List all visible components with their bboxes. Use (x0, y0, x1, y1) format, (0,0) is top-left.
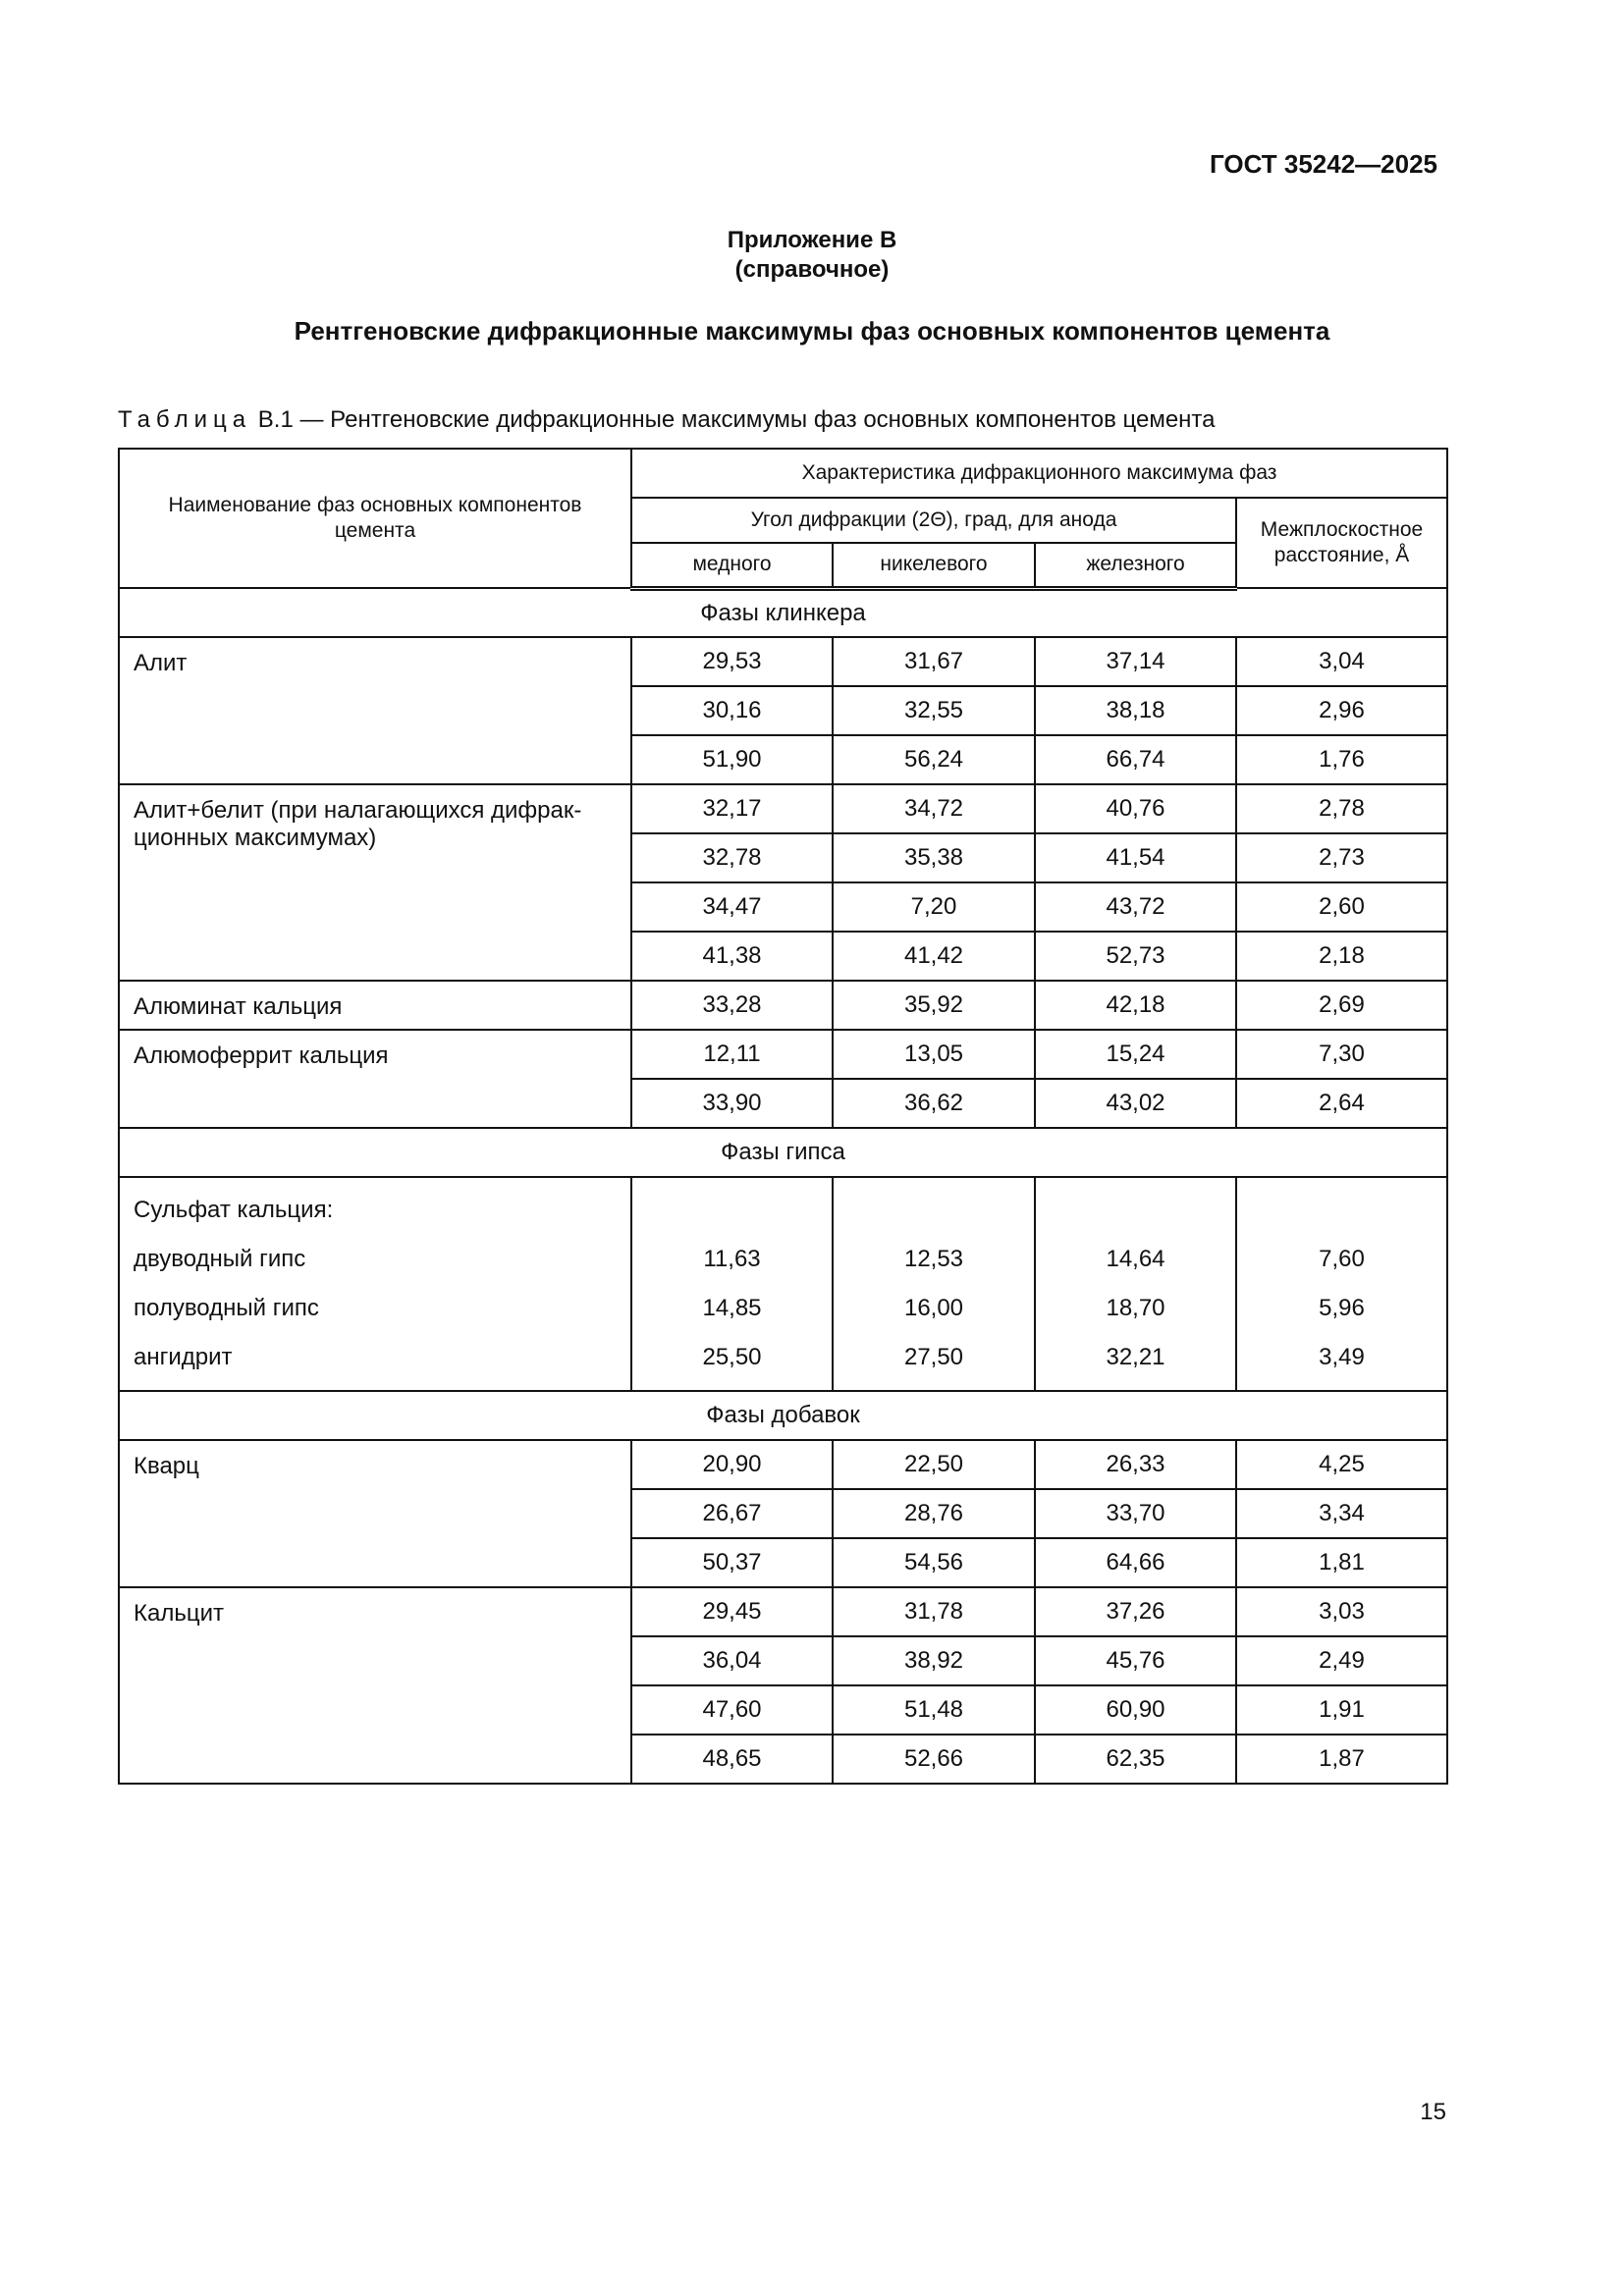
value-cell: 26,67 (631, 1489, 833, 1538)
phase-name: Алюмоферрит кальция (119, 1030, 631, 1128)
value-cell: 3,04 (1236, 637, 1447, 686)
value-cell: 30,16 (631, 686, 833, 735)
value-cell: 33,90 (631, 1079, 833, 1128)
value-cell: 2,69 (1236, 981, 1447, 1030)
value-cell: 12,11 (631, 1030, 833, 1079)
table-row (119, 1440, 1447, 1489)
table-caption-label: Таблица (118, 406, 252, 433)
value-cell: 2,64 (1236, 1079, 1447, 1128)
value-cell: 64,66 (1035, 1538, 1236, 1587)
value-cell: 45,76 (1035, 1636, 1236, 1685)
page-number: 15 (1420, 2099, 1446, 2125)
value-cell: 37,26 (1035, 1587, 1236, 1636)
value-cell: 18,70 (1106, 1295, 1165, 1321)
diffraction-table (118, 448, 1448, 1785)
value-cell: 16,00 (903, 1295, 964, 1321)
table-row (119, 784, 1447, 833)
spacer (1050, 1186, 1221, 1235)
value-cell: 3,03 (1236, 1587, 1447, 1636)
spacer (1251, 1186, 1433, 1235)
gypsum-names (119, 1177, 631, 1391)
value-cell: 41,54 (1035, 833, 1236, 882)
value-cell: 48,65 (631, 1735, 833, 1784)
table-row (119, 637, 1447, 686)
value-cell: 29,45 (631, 1587, 833, 1636)
spacer (646, 1186, 818, 1235)
value-cell: 2,49 (1236, 1636, 1447, 1685)
phase-name: Алит (119, 637, 631, 784)
value-cell: 27,50 (903, 1344, 964, 1370)
value-cell: 5,96 (1319, 1295, 1365, 1321)
value-cell: 33,70 (1035, 1489, 1236, 1538)
value-cell: 66,74 (1035, 735, 1236, 784)
value-cell: 1,91 (1236, 1685, 1447, 1735)
value-cell: 14,85 (702, 1295, 762, 1321)
value-cell: 51,48 (833, 1685, 1035, 1735)
value-cell: 20,90 (631, 1440, 833, 1489)
table-row (119, 1030, 1447, 1079)
value-cell: 11,63 (703, 1246, 761, 1272)
section-title: Фазы клинкера (119, 588, 1447, 637)
phase-name: Алит+белит (при налагающихся дифрак-ционных максимумах) (119, 784, 631, 981)
value-cell: 35,38 (833, 833, 1035, 882)
page-heading: Рентгеновские дифракционные максимумы фаз основных компонентов цемента (294, 316, 1330, 346)
value-cell: 60,90 (1035, 1685, 1236, 1735)
section-row (119, 1391, 1447, 1440)
value-cell: 32,21 (1106, 1344, 1165, 1370)
section-title: Фазы гипса (119, 1128, 1447, 1177)
value-cell: 3,49 (1319, 1344, 1365, 1370)
value-cell: 42,18 (1035, 981, 1236, 1030)
value-cell: 38,92 (833, 1636, 1035, 1685)
value-cell: 50,37 (631, 1538, 833, 1587)
gypsum-values (833, 1177, 1035, 1391)
value-cell: 1,87 (1236, 1735, 1447, 1784)
gypsum-item-name: ангидрит (134, 1344, 233, 1370)
value-cell: 2,96 (1236, 686, 1447, 735)
value-cell: 37,14 (1035, 637, 1236, 686)
value-cell: 34,47 (631, 882, 833, 932)
table-row (119, 1587, 1447, 1636)
value-cell: 22,50 (833, 1440, 1035, 1489)
phase-name: Алюминат кальция (119, 981, 631, 1030)
section-row (119, 588, 1447, 637)
value-cell: 2,78 (1236, 784, 1447, 833)
value-cell: 41,42 (833, 932, 1035, 981)
value-cell: 1,81 (1236, 1538, 1447, 1587)
value-cell: 15,24 (1035, 1030, 1236, 1079)
value-cell: 2,60 (1236, 882, 1447, 932)
header-nickel: никелевого (833, 543, 1035, 588)
phase-name: Кальцит (119, 1587, 631, 1784)
value-cell: 32,55 (833, 686, 1035, 735)
gypsum-row (119, 1177, 1447, 1391)
value-cell: 31,78 (833, 1587, 1035, 1636)
value-cell: 28,76 (833, 1489, 1035, 1538)
value-cell: 36,04 (631, 1636, 833, 1685)
value-cell: 31,67 (833, 637, 1035, 686)
table-caption (118, 406, 1216, 434)
gypsum-values (1236, 1177, 1447, 1391)
value-cell: 25,50 (702, 1344, 762, 1370)
standard-code: ГОСТ 35242—2025 (1210, 149, 1437, 179)
value-cell: 52,73 (1035, 932, 1236, 981)
table-body (119, 449, 1447, 1784)
gypsum-item-name: двуводный гипс (134, 1246, 306, 1272)
value-cell: 7,20 (833, 882, 1035, 932)
header-spacing: Межплоскостное расстояние, Å (1236, 498, 1447, 588)
value-cell: 32,17 (631, 784, 833, 833)
value-cell: 14,64 (1106, 1246, 1165, 1272)
header-characteristic: Характеристика дифракционного максимума фаз (631, 449, 1447, 498)
header-iron: железного (1035, 543, 1236, 588)
value-cell: 33,28 (631, 981, 833, 1030)
header-copper: медного (631, 543, 833, 588)
appendix-label: Приложение В (727, 227, 897, 253)
value-cell: 34,72 (833, 784, 1035, 833)
value-cell: 36,62 (833, 1079, 1035, 1128)
value-cell: 40,76 (1035, 784, 1236, 833)
value-cell: 35,92 (833, 981, 1035, 1030)
value-cell: 1,76 (1236, 735, 1447, 784)
value-cell: 12,53 (903, 1246, 964, 1272)
value-cell: 43,72 (1035, 882, 1236, 932)
header-phase-name: Наименование фаз основных компонентов цемента (119, 449, 631, 588)
value-cell: 56,24 (833, 735, 1035, 784)
gypsum-values (631, 1177, 833, 1391)
value-cell: 2,18 (1236, 932, 1447, 981)
value-cell: 26,33 (1035, 1440, 1236, 1489)
section-title: Фазы добавок (119, 1391, 1447, 1440)
value-cell: 13,05 (833, 1030, 1035, 1079)
value-cell: 52,66 (833, 1735, 1035, 1784)
gypsum-values (1035, 1177, 1236, 1391)
value-cell: 47,60 (631, 1685, 833, 1735)
appendix-subtitle: (справочное) (734, 256, 890, 283)
header-angle: Угол дифракции (2Θ), град, для анода (631, 498, 1236, 543)
appendix-title (0, 226, 1624, 285)
value-cell: 62,35 (1035, 1735, 1236, 1784)
phase-name: Кварц (119, 1440, 631, 1587)
value-cell: 32,78 (631, 833, 833, 882)
value-cell: 4,25 (1236, 1440, 1447, 1489)
value-cell: 41,38 (631, 932, 833, 981)
value-cell: 51,90 (631, 735, 833, 784)
value-cell: 43,02 (1035, 1079, 1236, 1128)
gypsum-item-name: полуводный гипс (134, 1295, 319, 1321)
value-cell: 7,30 (1236, 1030, 1447, 1079)
gypsum-group-label: Сульфат кальция: (134, 1197, 334, 1223)
value-cell: 29,53 (631, 637, 833, 686)
value-cell: 7,60 (1319, 1246, 1365, 1272)
value-cell: 3,34 (1236, 1489, 1447, 1538)
spacer (847, 1186, 1020, 1235)
table-row (119, 981, 1447, 1030)
table-caption-text: В.1 — Рентгеновские дифракционные максимумы фаз основных компонентов цемента (257, 406, 1216, 433)
section-row (119, 1128, 1447, 1177)
value-cell: 54,56 (833, 1538, 1035, 1587)
value-cell: 38,18 (1035, 686, 1236, 735)
value-cell: 2,73 (1236, 833, 1447, 882)
